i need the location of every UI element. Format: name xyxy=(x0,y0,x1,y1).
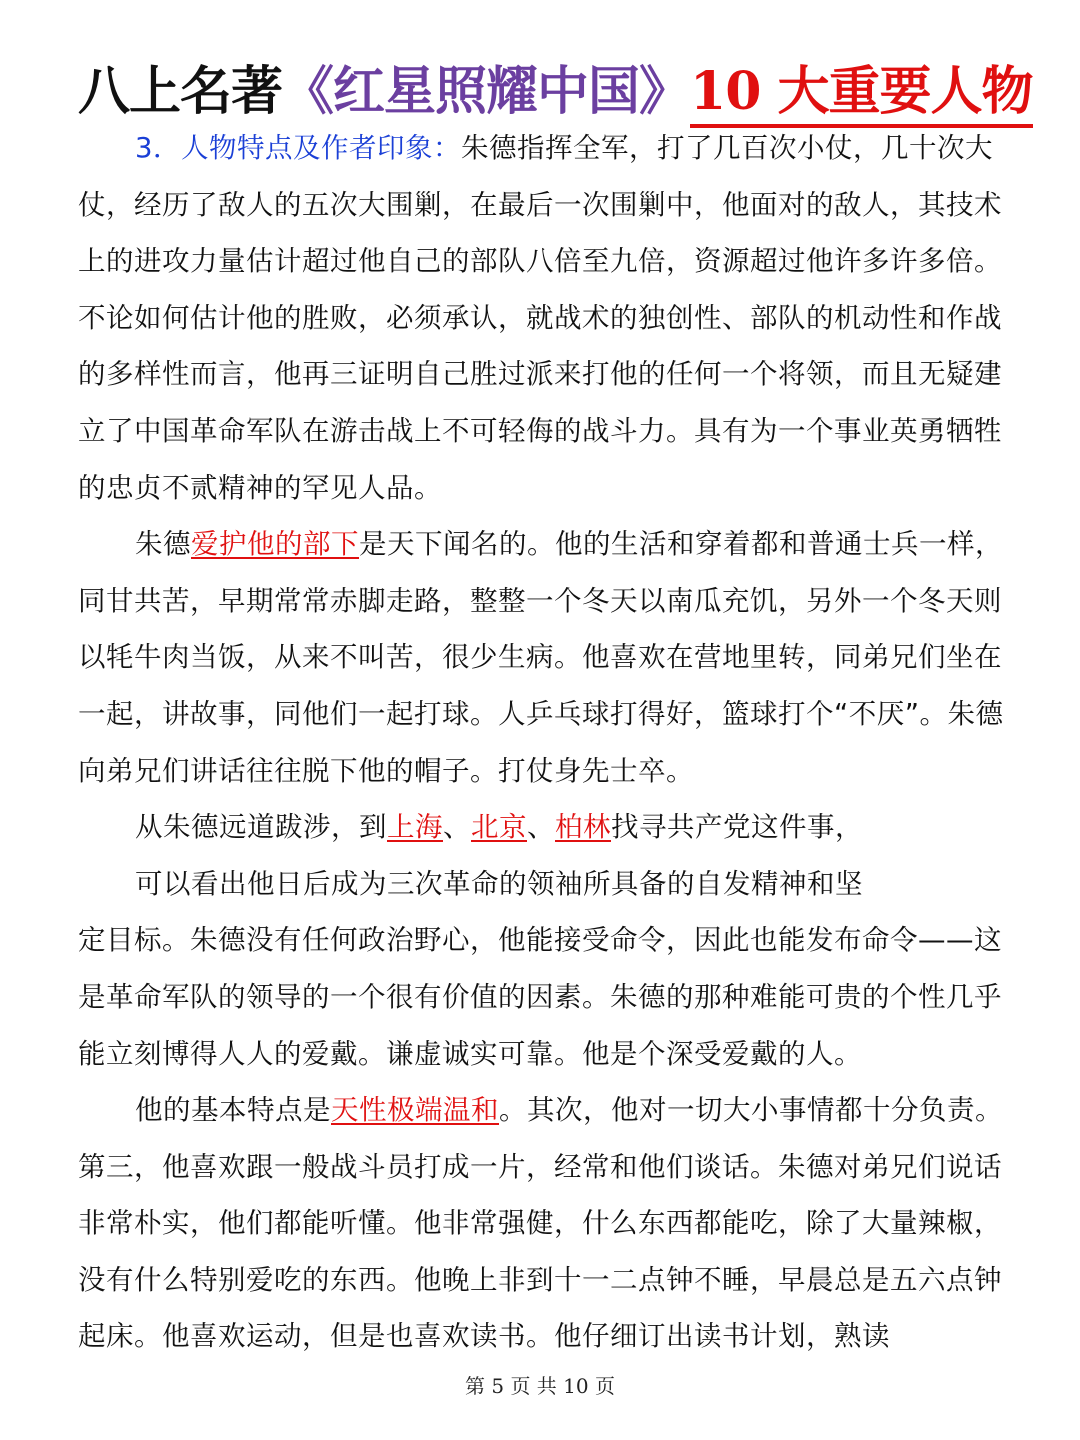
highlight-beijing: 北京 xyxy=(471,811,527,844)
highlight-care-for-subordinates: 爱护他的部下 xyxy=(191,528,359,561)
highlight-gentle-nature: 天性极端温和 xyxy=(331,1094,499,1127)
paragraph-3-after: 找寻共产党这件事， xyxy=(611,811,863,844)
separator-2: 、 xyxy=(527,811,555,844)
paragraph-3 xyxy=(78,799,1008,856)
paragraph-1 xyxy=(78,120,1008,516)
point-label: 3．人物特点及作者印象： xyxy=(135,132,461,164)
paragraph-5-after: 。其次，他对一切大小事情都十分负责。第三，他喜欢跟一般战斗员打成一片，经常和他们谈话。朱德对弟兄们说话非常朴实，他们都能听懂。他非常强健，什么东西都能吃，除了大量辣椒，没有什么特别爱吃的东西。他晚上非到十一二点钟不睡，早晨总是五六点钟起床。他喜欢运动，但是也喜欢读书。他仔细订出读书计划，熟读 xyxy=(78,1094,1003,1353)
paragraph-5 xyxy=(78,1082,1008,1365)
title-prefix: 八上名著 xyxy=(78,61,283,122)
highlight-berlin: 柏林 xyxy=(555,811,611,844)
article-body xyxy=(78,120,1008,1365)
separator-1: 、 xyxy=(443,811,471,844)
paragraph-2-before: 朱德 xyxy=(135,528,191,561)
paragraph-5-before: 他的基本特点是 xyxy=(135,1094,331,1127)
paragraph-2 xyxy=(78,516,1008,799)
paragraph-4-text: 定目标。朱德没有任何政治野心，他能接受命令，因此也能发布命令——这是革命军队的领导的一个很有价值的因素。朱德的那种难能可贵的个性几乎能立刻博得人人的爱戴。谦虚诚实可靠。他是个深受爱戴的人。 xyxy=(78,924,1002,1070)
paragraph-2-after: 是天下闻名的。他的生活和穿着都和普通士兵一样，同甘共苦，早期常常赤脚走路，整整一个冬天以南瓜充饥，另外一个冬天则以牦牛肉当饭，从来不叫苦，很少生病。他喜欢在营地里转，同弟兄们坐在一起，讲故事，同他们一起打球。人乒乓球打得好，篮球打个“不厌”。朱德向弟兄们讲话往往脱下他的帽子。打仗身先士卒。 xyxy=(78,528,1004,787)
title-suffix: 10 大重要人物 xyxy=(690,61,1032,128)
paragraph-4-first-line: 可以看出他日后成为三次革命的领袖所具备的自发精神和坚 xyxy=(135,867,863,900)
paragraph-1-text: 朱德指挥全军，打了几百次小仗，几十次大仗，经历了敌人的五次大围剿，在最后一次围剿中，他面对的敌人，其技术上的进攻力量估计超过他自己的部队八倍至九倍，资源超过他许多许多倍。不论如何估计他的胜败，必须承认，就战术的独创性、部队的机动性和作战的多样性而言，他再三证明自己胜过派来打他的任何一个将领，而且无疑建立了中国革命军队在游击战上不可轻侮的战斗力。具有为一个事业英勇牺牲的忠贞不贰精神的罕见人品。 xyxy=(78,132,1002,504)
paragraph-3-before: 从朱德远道跋涉，到 xyxy=(135,811,387,844)
highlight-shanghai: 上海 xyxy=(387,811,443,844)
title-book-name: 《红星照耀中国》 xyxy=(282,61,691,122)
page-number-footer: 第 5 页 共 10 页 xyxy=(465,1374,615,1398)
